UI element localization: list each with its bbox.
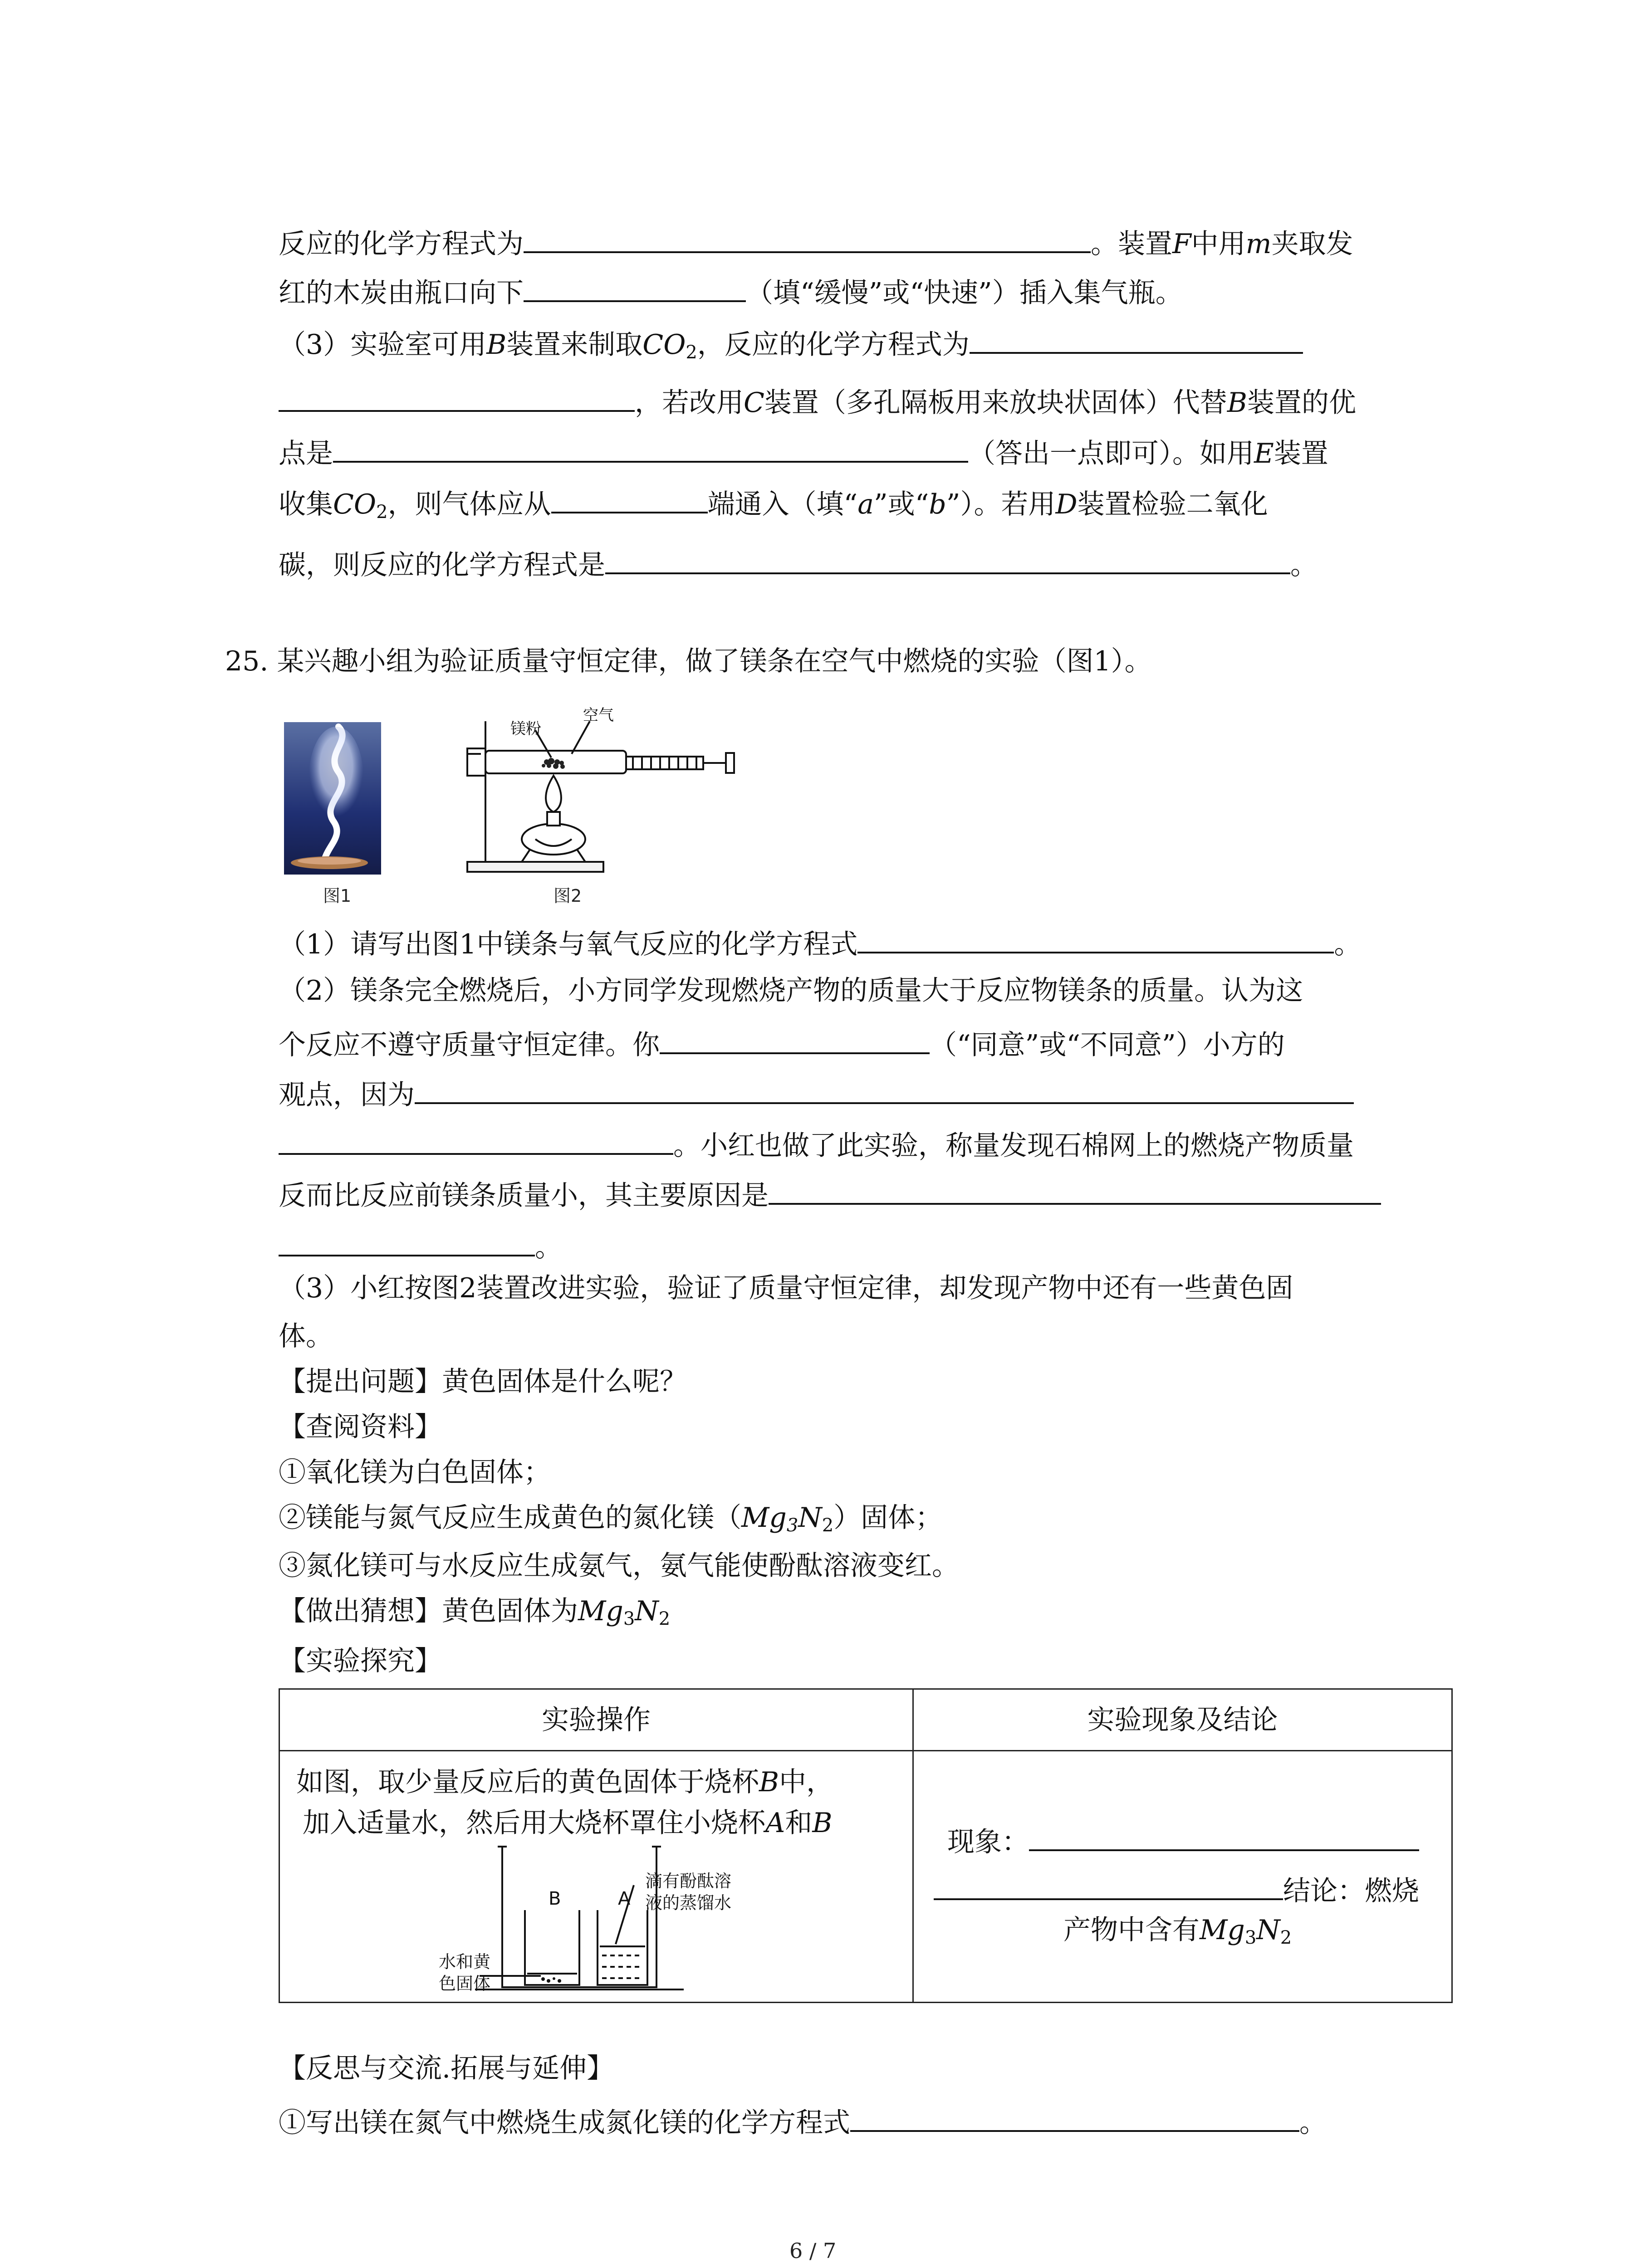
text: （1）请写出图1中镁条与氧气反应的化学方程式 xyxy=(279,929,858,960)
q24-line7 xyxy=(279,543,1318,583)
table-cell-operation xyxy=(279,1751,913,2003)
text: B xyxy=(486,329,507,361)
text: B xyxy=(812,1807,833,1839)
text: 个反应不遵守质量守恒定律。你 xyxy=(279,1029,660,1061)
hypothesis xyxy=(279,1593,670,1637)
text: ”或“ xyxy=(874,489,929,520)
text: 中用 xyxy=(1191,228,1246,260)
result-product xyxy=(1063,1912,1292,1956)
reference-1: ①氧化镁为白色固体； xyxy=(279,1457,551,1488)
text: E xyxy=(1254,438,1274,469)
text: 装置（多孔隔板用来放块状固体）代替 xyxy=(764,387,1227,419)
text: N xyxy=(635,1595,659,1627)
text: ②镁能与氮气反应生成黄色的氮化镁（ xyxy=(279,1502,741,1534)
text: 。 xyxy=(1290,549,1318,581)
result-phenomenon xyxy=(947,1819,1419,1860)
table-header-operation: 实验操作 xyxy=(279,1689,913,1751)
text: 反而比反应前镁条质量小，其主要原因是 xyxy=(279,1180,769,1212)
text: 2 xyxy=(658,1608,671,1629)
answer-blank[interactable] xyxy=(415,1072,1354,1104)
text: C xyxy=(744,387,764,419)
text: 。 xyxy=(535,1232,562,1263)
answer-blank[interactable] xyxy=(1029,1819,1419,1851)
text: ，反应的化学方程式为 xyxy=(697,329,970,361)
fig2-label-mg: 镁粉 xyxy=(510,720,541,738)
answer-blank[interactable] xyxy=(551,482,708,513)
text: ”）。若用 xyxy=(946,489,1056,520)
reflect-1 xyxy=(279,2100,1327,2141)
text: ①写出镁在氮气中燃烧生成氮化镁的化学方程式 xyxy=(279,2107,850,2139)
reference-2 xyxy=(279,1500,942,1544)
text: m xyxy=(1245,228,1272,260)
text: （“同意”或“不同意”）小方的 xyxy=(930,1029,1285,1061)
table-header-result: 实验现象及结论 xyxy=(913,1689,1452,1751)
text: 。 xyxy=(1299,2107,1327,2139)
text: CO xyxy=(333,489,377,520)
answer-blank[interactable] xyxy=(769,1173,1381,1205)
q24-line2 xyxy=(279,270,1183,311)
q25-part2-line5 xyxy=(279,1173,1381,1214)
text: （3）实验室可用 xyxy=(279,329,487,361)
text: Mg xyxy=(741,1502,787,1534)
text: 2 xyxy=(822,1515,834,1536)
label-water-solid xyxy=(439,1951,490,1994)
text: N xyxy=(1256,1914,1280,1946)
q25-part3-line2: 体。 xyxy=(279,1320,333,1352)
text: 和 xyxy=(785,1807,813,1839)
text: （填“缓慢”或“快速”）插入集气瓶。 xyxy=(746,277,1183,309)
text: 夹取发 xyxy=(1271,228,1353,260)
beaker-b-label: B xyxy=(549,1888,561,1909)
answer-blank[interactable] xyxy=(333,431,968,463)
op-line2 xyxy=(303,1805,832,1841)
text: 碳，则反应的化学方程式是 xyxy=(279,549,605,581)
text: 滴有酚酞溶 xyxy=(645,1871,732,1891)
fig1-caption: 图1 xyxy=(323,886,352,906)
text: ，若改用 xyxy=(635,387,744,419)
text: 收集 xyxy=(279,489,333,520)
answer-blank[interactable] xyxy=(970,322,1303,354)
text: ）固体； xyxy=(833,1502,943,1534)
q24-line4 xyxy=(279,380,1356,421)
beaker-a-label: A xyxy=(618,1888,631,1909)
label-phenolphthalein xyxy=(645,1870,731,1914)
text: 。 xyxy=(1334,929,1362,960)
text: 2 xyxy=(1280,1927,1292,1948)
heading-reference: 【查阅资料】 xyxy=(279,1411,442,1443)
fig2-apparatus xyxy=(454,703,744,875)
op-line1 xyxy=(296,1764,833,1800)
text: 红的木炭由瓶口向下 xyxy=(279,277,524,309)
text: B xyxy=(759,1766,779,1798)
experiment-table xyxy=(279,1688,1453,2003)
answer-blank[interactable] xyxy=(850,2100,1299,2132)
heading-question: 【提出问题】黄色固体是什么呢？ xyxy=(279,1366,687,1398)
text: （答出一点即可）。如用 xyxy=(968,438,1254,469)
q25-part2-line6 xyxy=(279,1225,562,1266)
text: A xyxy=(765,1807,785,1839)
heading-explore: 【实验探究】 xyxy=(279,1645,442,1677)
text: B xyxy=(1227,387,1248,419)
text: 装置 xyxy=(1274,438,1328,469)
fig2-caption: 图2 xyxy=(554,886,582,906)
q24-line6 xyxy=(279,482,1268,530)
q24-line5 xyxy=(279,431,1328,472)
fig1-photo xyxy=(284,722,381,875)
text: 装置的优 xyxy=(1247,387,1357,419)
answer-blank[interactable] xyxy=(524,270,746,302)
text: 结论：燃烧 xyxy=(1283,1875,1419,1907)
text: 现象： xyxy=(947,1826,1029,1858)
text: 如图，取少量反应后的黄色固体于烧杯 xyxy=(296,1766,759,1798)
answer-blank[interactable] xyxy=(279,380,635,412)
reference-3: ③氮化镁可与水反应生成氨气，氨气能使酚酞溶液变红。 xyxy=(279,1550,959,1582)
page-number: 6 / 7 xyxy=(789,2239,837,2263)
text: 。装置 xyxy=(1091,228,1172,260)
text: 3 xyxy=(1244,1927,1257,1948)
text: N xyxy=(798,1502,822,1534)
table-cell-result xyxy=(913,1751,1452,2003)
text: 2 xyxy=(376,502,388,523)
q25-part2-line3 xyxy=(279,1072,1354,1113)
answer-blank[interactable] xyxy=(279,1225,535,1256)
text: CO xyxy=(642,329,686,361)
text: 端通入（填“ xyxy=(707,489,858,520)
q25-part2-line1: （2）镁条完全燃烧后，小方同学发现燃烧产物的质量大于反应物镁条的质量。认为这 xyxy=(279,975,1303,1007)
text: 点是 xyxy=(279,438,333,469)
text: 【做出猜想】黄色固体为 xyxy=(279,1595,578,1627)
text: 色固体 xyxy=(439,1974,491,1994)
text: 装置检验二氧化 xyxy=(1077,489,1268,520)
result-conclusion xyxy=(934,1868,1419,1909)
text: b xyxy=(929,489,946,520)
q24-line3 xyxy=(279,322,1303,371)
text: F xyxy=(1172,228,1191,260)
q25-part2-line4 xyxy=(279,1123,1354,1164)
q25-part1 xyxy=(279,922,1361,963)
text: Mg xyxy=(1200,1914,1245,1946)
q25-stem: 25. 某兴趣小组为验证质量守恒定律，做了镁条在空气中燃烧的实验（图1）。 xyxy=(225,645,1152,677)
text: ，则气体应从 xyxy=(387,489,551,520)
answer-blank[interactable] xyxy=(857,922,1334,953)
text: 2 xyxy=(686,342,697,363)
q25-part2-line2 xyxy=(279,1022,1285,1063)
text: D xyxy=(1055,489,1078,520)
q24-line1 xyxy=(279,221,1353,262)
answer-blank[interactable] xyxy=(605,543,1290,574)
text: 装置来制取 xyxy=(506,329,643,361)
q25-part3-line1: （3）小红按图2装置改进实验，验证了质量守恒定律，却发现产物中还有一些黄色固 xyxy=(279,1272,1293,1304)
text: 液的蒸馏水 xyxy=(645,1893,732,1913)
text: a xyxy=(857,489,874,520)
text: 加入适量水，然后用大烧杯罩住小烧杯 xyxy=(303,1807,765,1839)
text: 。小红也做了此实验，称量发现石棉网上的燃烧产物质量 xyxy=(673,1130,1354,1162)
fig2-label-air: 空气 xyxy=(583,706,614,724)
text: 3 xyxy=(786,1515,798,1536)
answer-blank[interactable] xyxy=(934,1868,1283,1900)
text: 水和黄 xyxy=(439,1952,491,1972)
heading-reflect: 【反思与交流.拓展与延伸】 xyxy=(279,2053,614,2084)
text: 产物中含有 xyxy=(1063,1914,1200,1946)
text: 反应的化学方程式为 xyxy=(279,228,524,260)
text: 中， xyxy=(779,1766,834,1798)
answer-blank[interactable] xyxy=(660,1022,930,1054)
answer-blank[interactable] xyxy=(524,221,1091,253)
text: 3 xyxy=(623,1608,635,1629)
text: 观点，因为 xyxy=(279,1079,415,1111)
answer-blank[interactable] xyxy=(279,1123,673,1155)
text: Mg xyxy=(578,1595,623,1627)
